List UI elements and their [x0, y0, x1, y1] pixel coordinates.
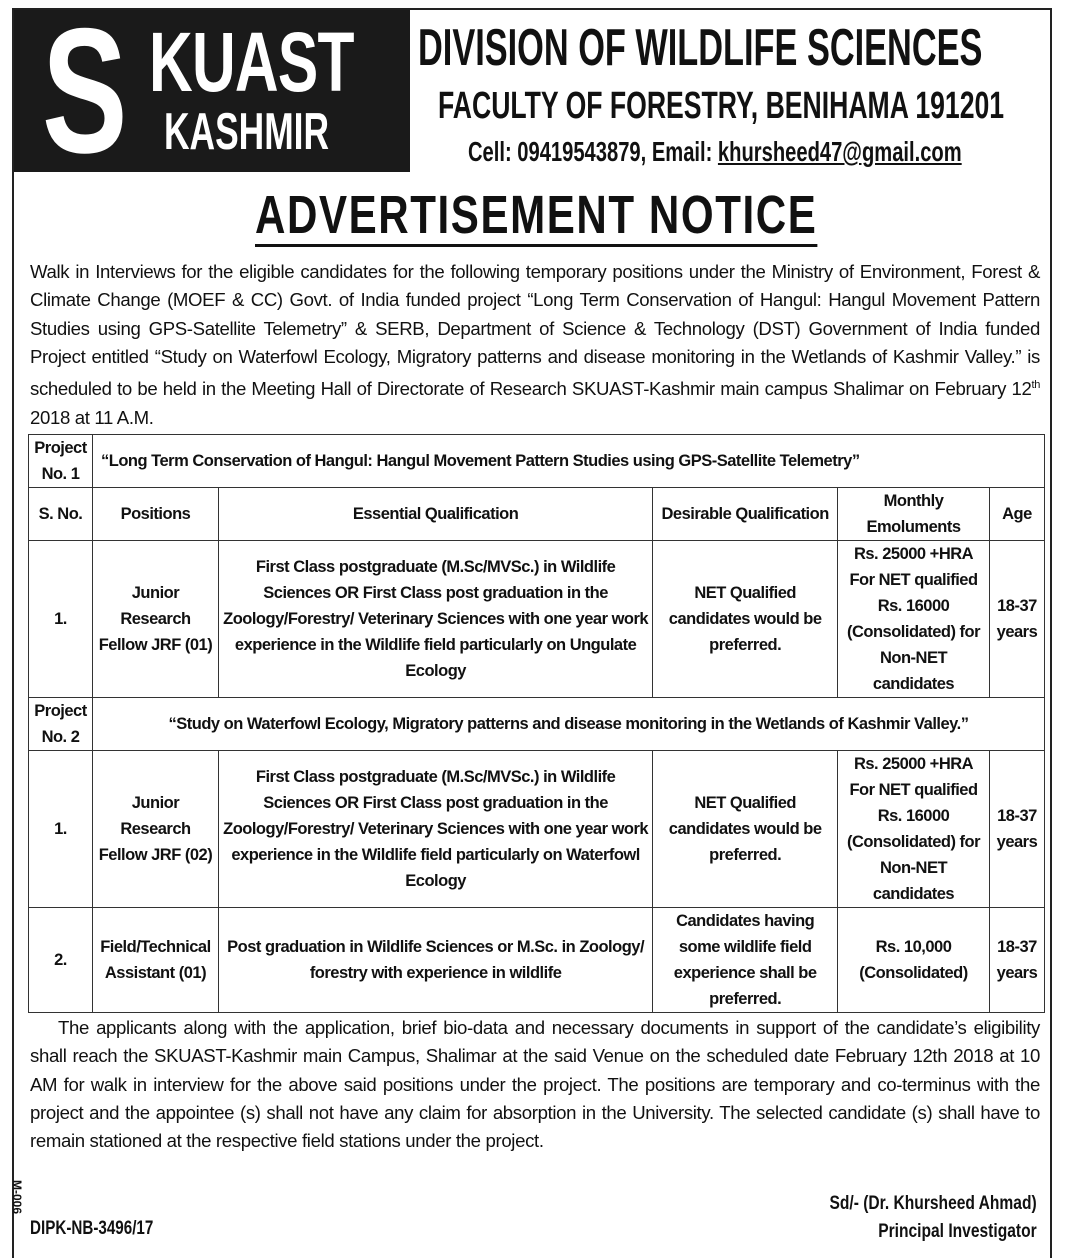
cell-sno: 2.	[29, 908, 93, 1013]
intro-sup: th	[1031, 379, 1040, 392]
reference-number: DIPK-NB-3496/17	[30, 1218, 154, 1239]
project-title: “Study on Waterfowl Ecology, Migratory patterns and disease monitoring in the Wetlands of Kashmir Valley.”	[92, 698, 1044, 751]
cell-desirable: Candidates having some wildlife field experience shall be preferred.	[653, 908, 838, 1013]
project-title: “Long Term Conservation of Hangul: Hangul Movement Pattern Studies using GPS-Satellite Telemetry”	[92, 435, 1044, 488]
cell-age: 18-37 years	[989, 541, 1044, 698]
closing-paragraph: The applicants along with the application, brief bio-data and necessary documents in support of the candidate’s eligibility shall reach the SKUAST-Kashmir main Campus, Shalimar at the said Venue on the scheduled date February 12th 2018 at 10 AM for walk in interview for the above said positions under the project. The positions are temporary and co-terminus with the project and the appointee (s) shall not have any claim for absorption in the University. The selected candidate (s) shall have to remain stationed at the respective field stations under the project.	[30, 1017, 1040, 1152]
header-row	[29, 488, 1045, 541]
cell-sno: 1.	[29, 541, 93, 698]
cell-emoluments: Rs. 10,000 (Consolidated)	[838, 908, 990, 1013]
cell-sno: 1.	[29, 751, 93, 908]
cell-essential: First Class postgraduate (M.Sc/MVSc.) in Wildlife Sciences OR First Class post graduation in the Zoology/Forestry/ Veterinary Sciences with one year work experience in the Wildlife field particularly on Waterfowl Ecology	[218, 751, 652, 908]
intro-text: Walk in Interviews for the eligible candidates for the following temporary positions under the Ministry of Environment, Forest & Climate Change (MOEF & CC) Govt. of India funded project “Long Term Conservation of Hangul: Hangul Movement Pattern Studies using GPS-Satellite Telemetry” & SERB, Department of Science & Technology (DST) Government of India funded Project entitled “Study on Waterfowl Ecology, Migratory patterns and disease monitoring in the Wetlands of Kashmir Valley.” is scheduled to be held in the Meeting Hall of Directorate of Research SKUAST-Kashmir main campus Shalimar on February 12	[30, 261, 1040, 400]
faculty-address: FACULTY OF FORESTRY, BENIHAMA 191201	[438, 85, 1005, 127]
cell-emoluments: Rs. 25000 +HRA For NET qualified Rs. 16000 (Consolidated) for Non-NET candidates	[838, 541, 990, 698]
logo-kuast: KUAST	[149, 15, 354, 109]
contact-line	[468, 136, 962, 168]
cell-essential: First Class postgraduate (M.Sc/MVSc.) in Wildlife Sciences OR First Class post graduation in the Zoology/Forestry/ Veterinary Sciences with one year work experience in the Wildlife field particularly on Ungulate Ecology	[218, 541, 652, 698]
side-code: M-006	[10, 1180, 24, 1215]
project-label: Project No. 1	[29, 435, 93, 488]
division-title: DIVISION OF WILDLIFE SCIENCES	[418, 19, 983, 77]
project-row	[29, 435, 1045, 488]
email-link[interactable]: khursheed47@gmail.com	[717, 136, 962, 167]
col-header: Desirable Qualification	[653, 488, 838, 541]
table-row	[29, 908, 1045, 1013]
cell-desirable: NET Qualified candidates would be preferred.	[653, 751, 838, 908]
project-row	[29, 698, 1045, 751]
skuast-logo	[14, 0, 410, 190]
logo-kashmir: KASHMIR	[164, 103, 330, 161]
project-label: Project No. 2	[29, 698, 93, 751]
cell-position: Junior Research Fellow JRF (02)	[92, 751, 218, 908]
cell-position: Junior Research Fellow JRF (01)	[92, 541, 218, 698]
cell-essential: Post graduation in Wildlife Sciences or M.Sc. in Zoology/ forestry with experience in wildlife	[218, 908, 652, 1013]
cell-age: 18-37 years	[989, 908, 1044, 1013]
table-row	[29, 541, 1045, 698]
positions-table	[28, 434, 1045, 1013]
cell-age: 18-37 years	[989, 751, 1044, 908]
col-header: Positions	[92, 488, 218, 541]
cell-position: Field/Technical Assistant (01)	[92, 908, 218, 1013]
designation: Principal Investigator	[878, 1221, 1037, 1242]
signature: Sd/- (Dr. Khursheed Ahmad)	[829, 1193, 1037, 1214]
cell-emoluments: Rs. 25000 +HRA For NET qualified Rs. 16000 (Consolidated) for Non-NET candidates	[838, 751, 990, 908]
notice-title: ADVERTISEMENT NOTICE	[255, 185, 818, 245]
intro-tail: 2018 at 11 A.M.	[30, 406, 154, 428]
table-row	[29, 751, 1045, 908]
signature-block	[830, 1190, 1037, 1246]
intro-paragraph	[30, 258, 1040, 432]
logo-s: S	[42, 0, 128, 190]
col-header: Monthly Emoluments	[838, 488, 990, 541]
col-header: S. No.	[29, 488, 93, 541]
contact-prefix: Cell: 09419543879, Email:	[468, 136, 718, 167]
col-header: Essential Qualification	[218, 488, 652, 541]
cell-desirable: NET Qualified candidates would be preferred.	[653, 541, 838, 698]
col-header: Age	[989, 488, 1044, 541]
